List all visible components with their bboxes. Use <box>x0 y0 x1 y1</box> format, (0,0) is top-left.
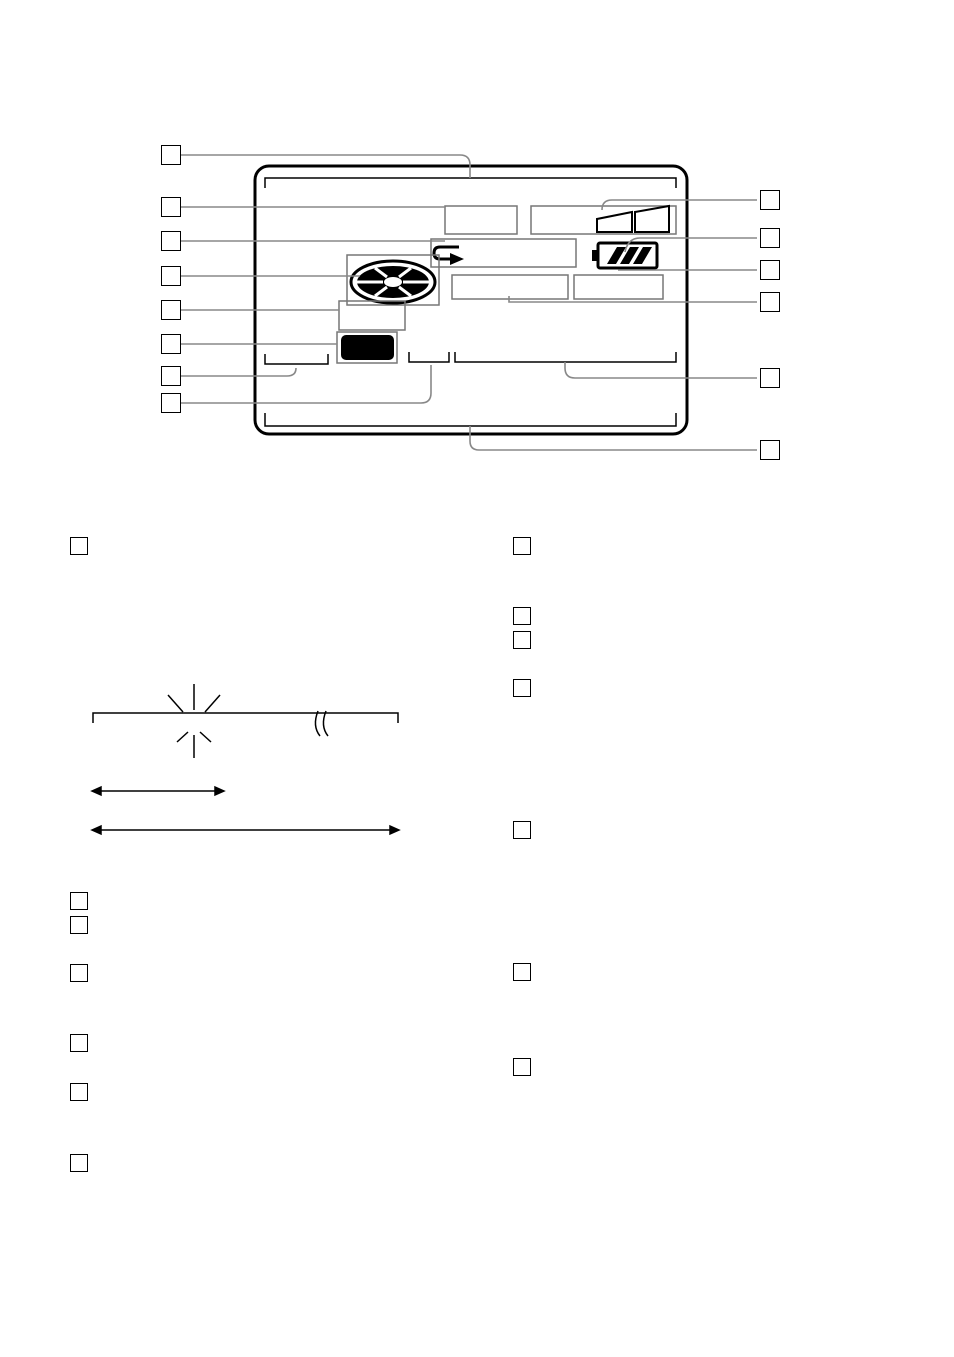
legend-marker-12 <box>513 821 531 839</box>
rec-indicator-bg <box>341 335 394 360</box>
legend-marker-5 <box>70 1034 88 1052</box>
legend-marker-7 <box>70 1154 88 1172</box>
legend-marker-4 <box>70 964 88 982</box>
callout-3 <box>161 231 181 251</box>
legend-marker-11 <box>513 679 531 697</box>
callout-12 <box>760 292 780 312</box>
legend-marker-6 <box>70 1083 88 1101</box>
legend-marker-10 <box>513 631 531 649</box>
callout-9 <box>760 190 780 210</box>
bar-break-mark <box>315 711 328 736</box>
legend-marker-9 <box>513 607 531 625</box>
callout-8 <box>161 393 181 413</box>
callout-7 <box>161 366 181 386</box>
legend-marker-13 <box>513 963 531 981</box>
indicator-box-12b <box>574 275 663 299</box>
indicator-box-12a <box>452 275 568 299</box>
blink-rays-icon <box>168 684 220 758</box>
callout-13 <box>760 368 780 388</box>
legend-marker-8 <box>513 537 531 555</box>
track-bracket <box>409 352 449 362</box>
disc-icon <box>351 261 435 303</box>
legend-marker-3 <box>70 916 88 934</box>
legend-marker-1 <box>70 537 88 555</box>
sample-level-bar <box>93 684 398 758</box>
bottom-bracket <box>265 413 676 426</box>
callout-6 <box>161 334 181 354</box>
callout-11 <box>760 260 780 280</box>
battery-icon <box>592 243 657 268</box>
top-bracket <box>265 178 676 188</box>
callout-10 <box>760 228 780 248</box>
callout-14 <box>760 440 780 460</box>
repeat-arrow-icon <box>450 253 464 265</box>
callout-1 <box>161 145 181 165</box>
callout-2 <box>161 197 181 217</box>
legend-marker-14 <box>513 1058 531 1076</box>
indicator-box-9 <box>531 206 676 234</box>
legend-marker-2 <box>70 892 88 910</box>
leader-lines <box>181 155 757 450</box>
callout-4 <box>161 266 181 286</box>
time-bracket <box>455 352 676 362</box>
mode-shape-small <box>597 212 632 232</box>
callout-5 <box>161 300 181 320</box>
indicator-box-2 <box>445 206 517 234</box>
mode-shape-large <box>635 206 669 232</box>
range-arrows <box>92 787 399 834</box>
side-meter-bracket <box>265 354 328 364</box>
